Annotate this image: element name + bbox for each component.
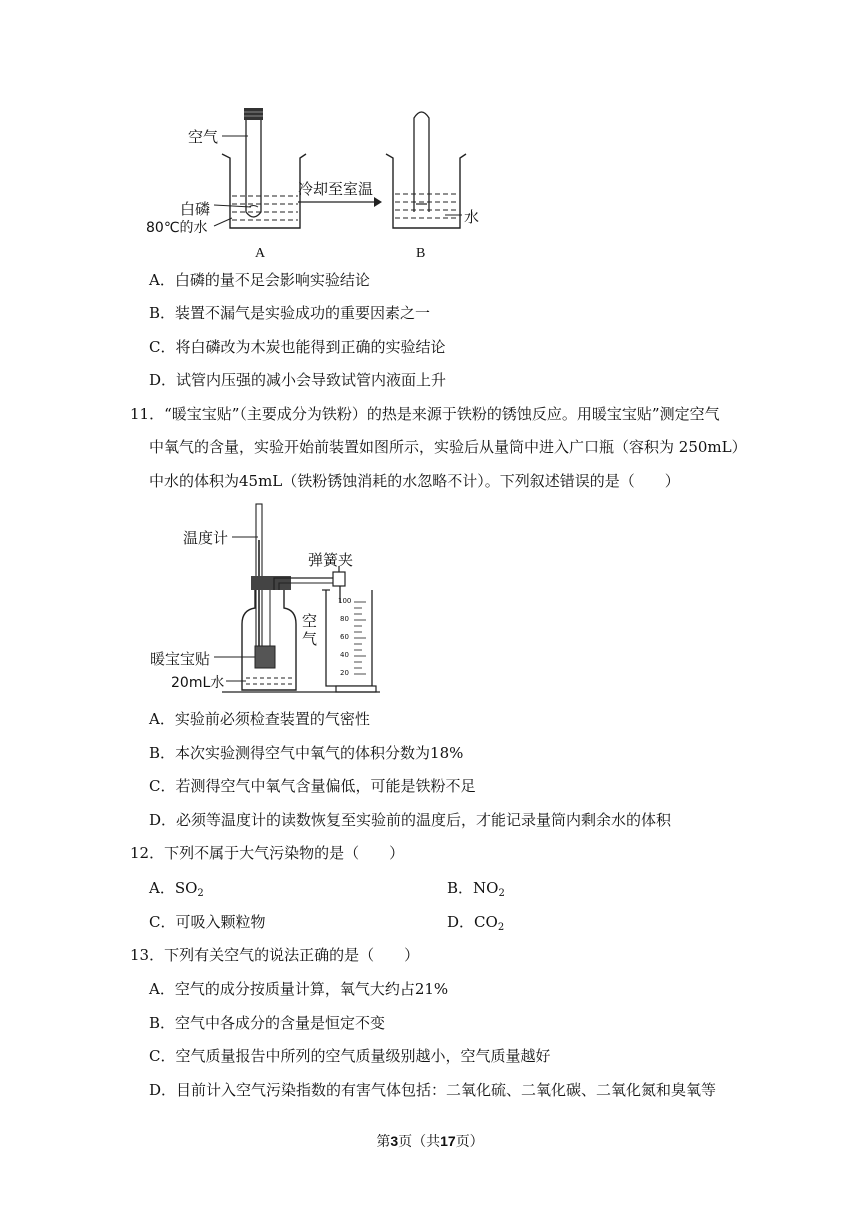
- label-thermometer: 温度计: [183, 529, 229, 547]
- q11-stem-line-1: 11．“暖宝宝贴”（主要成分为铁粉）的热是来源于铁粉的锈蚀反应。用暖宝宝贴”测定空气: [130, 405, 720, 423]
- q11-option-b: B．本次实验测得空气中氧气的体积分数为18%: [149, 744, 464, 762]
- q11-option-c: C．若测得空气中氧气含量偏低，可能是铁粉不足: [149, 777, 476, 795]
- scale-100: 100: [338, 597, 352, 605]
- page-number: 3: [390, 1133, 399, 1149]
- q12-stem: 12．下列不属于大气污染物的是（ ）: [130, 844, 405, 862]
- q13-option-a: A．空气的成分按质量计算，氧气大约占21%: [149, 980, 449, 998]
- q10-option-b: B．装置不漏气是实验成功的重要因素之一: [149, 304, 431, 322]
- q13-option-d: D．目前计入空气污染指数的有害气体包括：二氧化硫、二氧化碳、二氧化氮和臭氧等: [149, 1081, 717, 1099]
- scale-60: 60: [340, 633, 349, 641]
- q11-stem-line-3: 中水的体积为45mL（铁粉锈蚀消耗的水忽略不计）。下列叙述错误的是（ ）: [149, 472, 680, 490]
- q11-option-d: D．必须等温度计的读数恢复至实验前的温度后，才能记录量筒内剩余水的体积: [149, 811, 672, 829]
- scale-20: 20: [340, 669, 349, 677]
- q12-option-d: D．$CO_2$: [447, 913, 505, 933]
- scale-80: 80: [340, 615, 349, 623]
- q13-stem: 13．下列有关空气的说法正确的是（ ）: [130, 946, 420, 964]
- q13-option-c: C．空气质量报告中所列的空气质量级别越小，空气质量越好: [149, 1047, 551, 1065]
- q13-option-b: B．空气中各成分的含量是恒定不变: [149, 1014, 386, 1032]
- q12-option-a: A．$SO_2$: [149, 879, 204, 899]
- caption-b: B: [416, 246, 426, 261]
- label-water-80: 80℃的水: [146, 220, 208, 236]
- label-spring-clamp: 弹簧夹: [308, 551, 354, 569]
- q10-option-d: D．试管内压强的减小会导致试管内液面上升: [149, 371, 447, 389]
- label-water-20ml: 20mL水: [171, 675, 225, 691]
- label-air: 空气: [188, 128, 219, 146]
- q12-option-c: C．可吸入颗粒物: [149, 913, 266, 931]
- arrow-label: 冷却至室温: [298, 180, 374, 198]
- label-hand-warmer: 暖宝宝贴: [150, 650, 211, 668]
- page-total: 17: [440, 1133, 456, 1149]
- label-phosphorus: 白磷: [180, 200, 211, 218]
- q10-option-c: C．将白磷改为木炭也能得到正确的实验结论: [149, 338, 446, 356]
- scale-40: 40: [340, 651, 349, 659]
- q11-stem-line-2: 中氧气的含量，实验开始前装置如图所示，实验后从量筒中进入广口瓶（容积为 250mL）: [149, 438, 747, 456]
- q11-option-a: A．实验前必须检查装置的气密性: [149, 710, 370, 728]
- page-footer: 第3页（共17页）: [376, 1133, 484, 1150]
- q10-option-a: A．白磷的量不足会影响实验结论: [149, 271, 370, 289]
- q12-option-b: B．$NO_2$: [447, 879, 505, 899]
- label-air-vertical: 空气: [302, 612, 318, 648]
- caption-a: A: [255, 246, 266, 261]
- label-water: 水: [464, 208, 480, 226]
